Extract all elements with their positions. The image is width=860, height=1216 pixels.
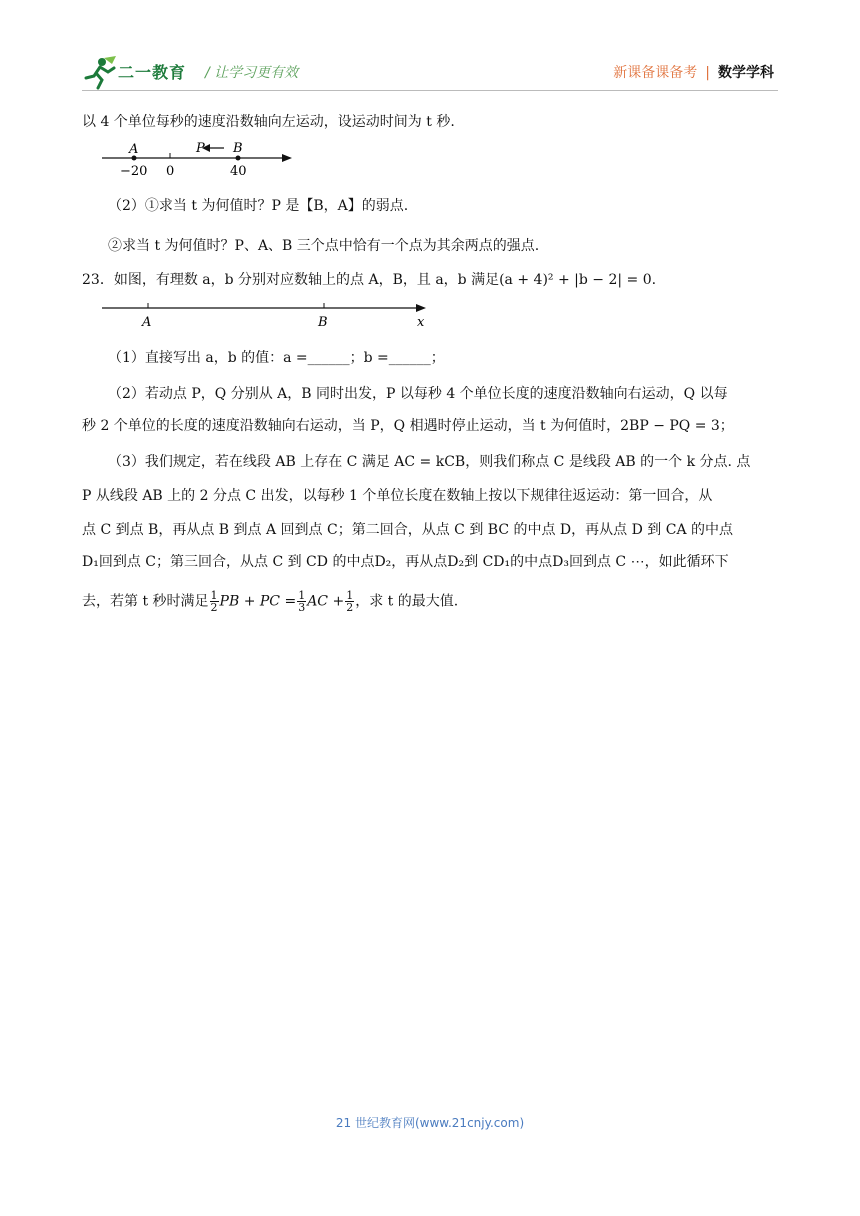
axis-x-label: x	[417, 315, 425, 330]
fraction-den: 3	[298, 601, 306, 614]
fraction-half-1	[210, 590, 219, 613]
runner-logo-icon	[82, 56, 118, 90]
q23-part3-line5	[82, 590, 458, 613]
line5-expr-1: PB + PC =	[219, 593, 297, 610]
fraction-den: 2	[210, 601, 218, 614]
q23-part2-line1: （2）若动点 P，Q 分别从 A，B 同时出发，P 以每秒 4 个单位长度的速度沿数轴向右运动，Q 以每	[108, 386, 728, 402]
q23-number: 23．	[82, 272, 114, 288]
q22-part2-i	[108, 196, 408, 216]
fraction-num: 1	[346, 589, 354, 602]
brand-separator: |	[705, 65, 710, 81]
q23-part3-line1: （3）我们规定，若在线段 AB 上存在 C 满足 AC = kCB，则我们称点 C 是线段 AB 的一个 k 分点. 点	[108, 454, 751, 470]
q23-stem	[82, 270, 656, 290]
tick-label-0: 0	[166, 164, 175, 179]
q22-part2-label: （2）	[108, 198, 145, 214]
line5-prefix: 去，若第 t 秒时满足	[82, 593, 209, 610]
q23-part2-line2: 秒 2 个单位的长度的速度沿数轴向右运动，当 P，Q 相遇时停止运动，当 t 为何值时，2BP − PQ = 3；	[82, 418, 734, 434]
fraction-num: 1	[210, 589, 218, 602]
q22-part2-i-text: ①求当 t 为何值时？P 是【B，A】的弱点.	[144, 198, 409, 214]
point-p-label: P	[196, 141, 205, 156]
line5-expr-2: AC +	[307, 593, 345, 610]
fraction-third	[297, 590, 306, 613]
line5-suffix: ，求 t 的最大值.	[355, 593, 459, 610]
q22-part2-ii: ②求当 t 为何值时？P、A、B 三个点中恰有一个点为其余两点的强点.	[108, 238, 540, 254]
intro-line: 以 4 个单位每秒的速度沿数轴向左运动，设运动时间为 t 秒.	[82, 114, 455, 130]
logo-text: 二一教育	[118, 63, 187, 82]
q23-part3-line4: D₁回到点 C；第三回合，从点 C 到 CD 的中点D₂，再从点D₂到 CD₁的中点D₃回到点 C ⋯，如此循环下	[82, 554, 729, 570]
point-a-label-2: A	[142, 315, 152, 330]
fraction-half-2	[345, 590, 354, 613]
footer-link[interactable]: 21 世纪教育网(www.21cnjy.com)	[335, 1116, 525, 1130]
point-b-label: B	[233, 141, 243, 156]
fraction-den: 2	[346, 601, 354, 614]
q23-part3-line2: P 从线段 AB 上的 2 分点 C 出发，以每秒 1 个单位长度在数轴上按以下规律往返运动：第一回合，从	[82, 488, 713, 504]
number-line-1	[100, 138, 300, 180]
tick-label-40: 40	[230, 164, 247, 179]
fraction-num: 1	[298, 589, 306, 602]
number-line-2	[100, 298, 430, 330]
point-a-label: A	[129, 142, 139, 157]
q23-stem-text: 如图，有理数 a，b 分别对应数轴上的点 A，B，且 a，b 满足(a + 4)² + |b − 2| = 0.	[113, 272, 657, 288]
header-divider	[82, 90, 778, 91]
q23-part3-line3: 点 C 到点 B，再从点 B 到点 A 回到点 C；第二回合，从点 C 到 BC 的中点 D，再从点 D 到 CA 的中点	[82, 522, 734, 538]
brand-area	[613, 62, 774, 82]
tick-label-neg20: −20	[120, 164, 148, 179]
point-b-label-2: B	[318, 315, 328, 330]
slogan: / 让学习更有效	[205, 65, 299, 81]
brand-left: 新课备课备考	[613, 65, 698, 81]
page-header	[0, 0, 860, 98]
q23-part1: （1）直接写出 a，b 的值：a =______；b =______；	[108, 350, 445, 366]
brand-right: 数学学科	[718, 65, 774, 81]
